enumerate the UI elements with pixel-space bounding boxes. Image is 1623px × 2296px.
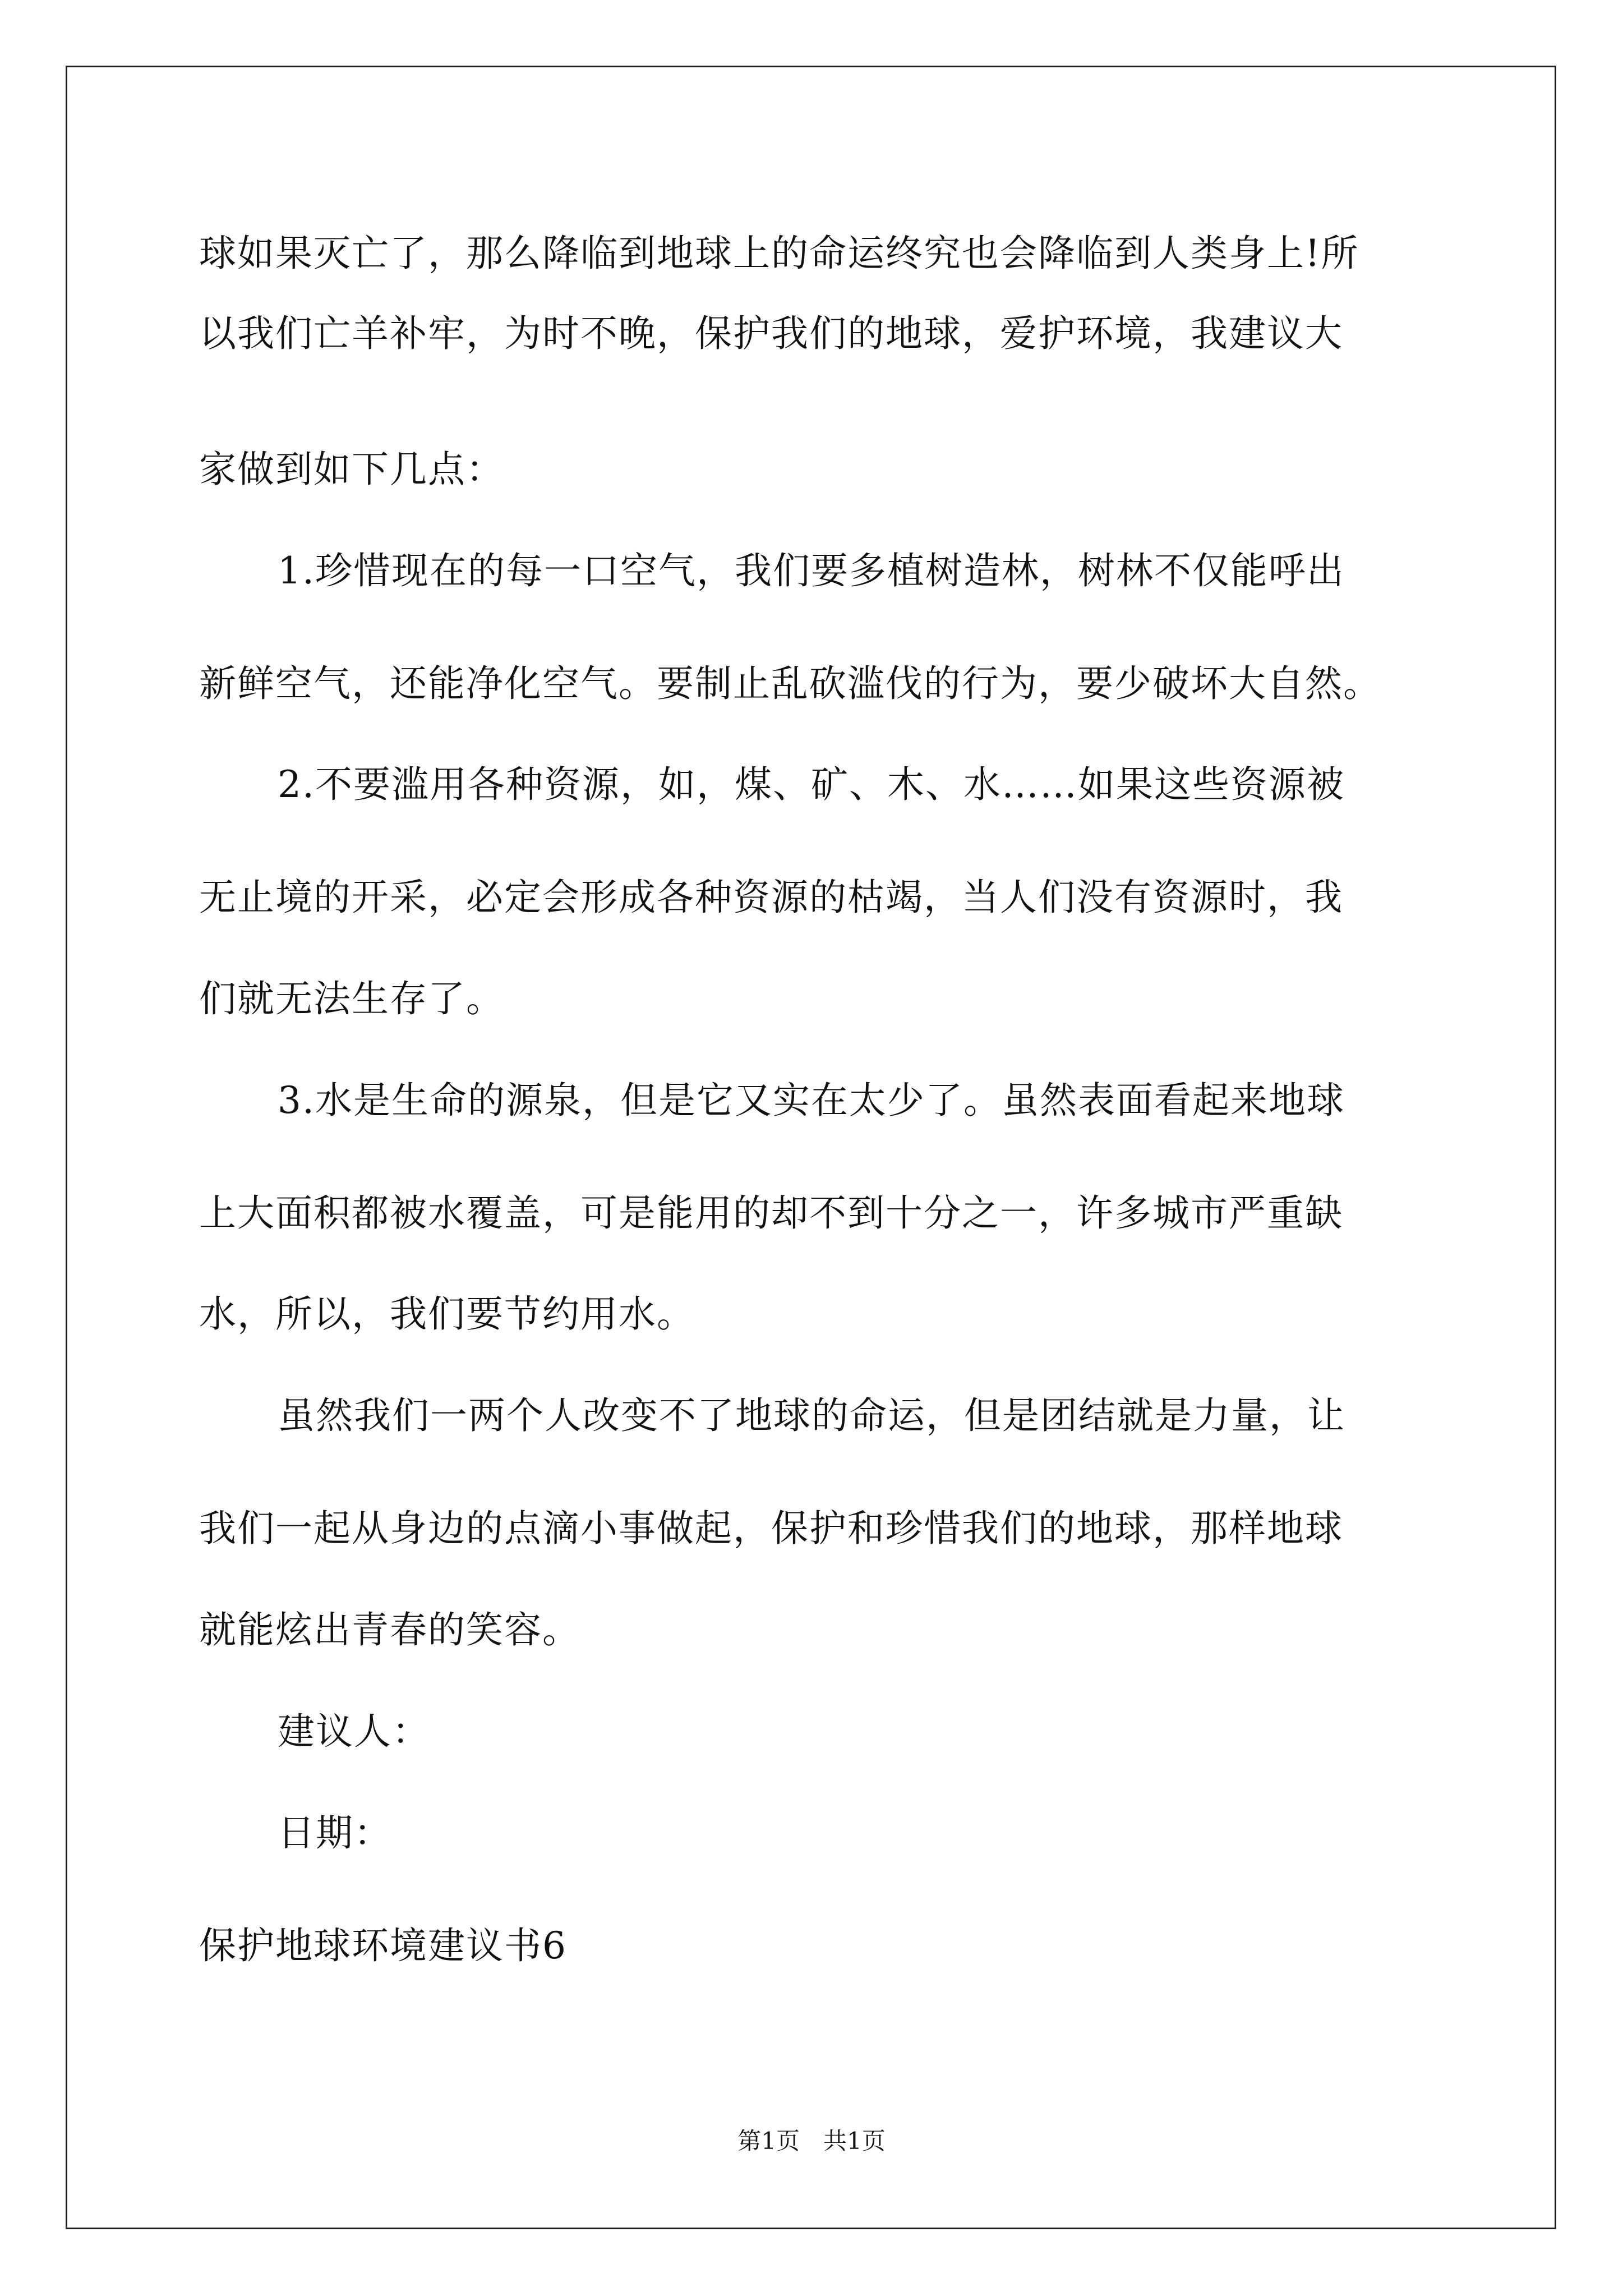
section-title: 保护地球环境建议书6 bbox=[199, 1924, 567, 1967]
text-line-3: 家做到如下几点： bbox=[199, 448, 504, 491]
text-line-2: 以我们亡羊补牢，为时不晚，保护我们的地球，爱护环境，我建议大 bbox=[199, 312, 1343, 355]
list-item-2-line-3: 们就无法生存了。 bbox=[199, 977, 504, 1020]
list-item-2-line-2: 无止境的开采，必定会形成各种资源的枯竭，当人们没有资源时，我 bbox=[199, 876, 1343, 919]
closing-line-3: 就能炫出青春的笑容。 bbox=[199, 1608, 580, 1651]
list-item-3-line-1: 3.水是生命的源泉，但是它又实在太少了。虽然表面看起来地球 bbox=[278, 1079, 1345, 1122]
list-item-3-line-3: 水，所以，我们要节约用水。 bbox=[199, 1292, 695, 1336]
page-frame bbox=[66, 66, 1556, 2229]
text-line-1: 球如果灭亡了，那么降临到地球上的命运终究也会降临到人类身上!所 bbox=[199, 232, 1359, 275]
list-item-1-line-1: 1.珍惜现在的每一口空气，我们要多植树造林，树林不仅能呼出 bbox=[278, 549, 1345, 592]
closing-line-1: 虽然我们一两个人改变不了地球的命运，但是团结就是力量，让 bbox=[278, 1394, 1345, 1437]
list-item-2-line-1: 2.不要滥用各种资源，如，煤、矿、木、水……如果这些资源被 bbox=[278, 763, 1345, 806]
closing-line-2: 我们一起从身边的点滴小事做起，保护和珍惜我们的地球，那样地球 bbox=[199, 1507, 1343, 1550]
proposer-label: 建议人： bbox=[278, 1710, 430, 1753]
date-label: 日期： bbox=[278, 1811, 392, 1855]
page-footer: 第1页 共1页 bbox=[737, 2127, 886, 2155]
list-item-1-line-2: 新鲜空气，还能净化空气。要制止乱砍滥伐的行为，要少破坏大自然。 bbox=[199, 662, 1381, 705]
list-item-3-line-2: 上大面积都被水覆盖，可是能用的却不到十分之一，许多城市严重缺 bbox=[199, 1191, 1343, 1235]
